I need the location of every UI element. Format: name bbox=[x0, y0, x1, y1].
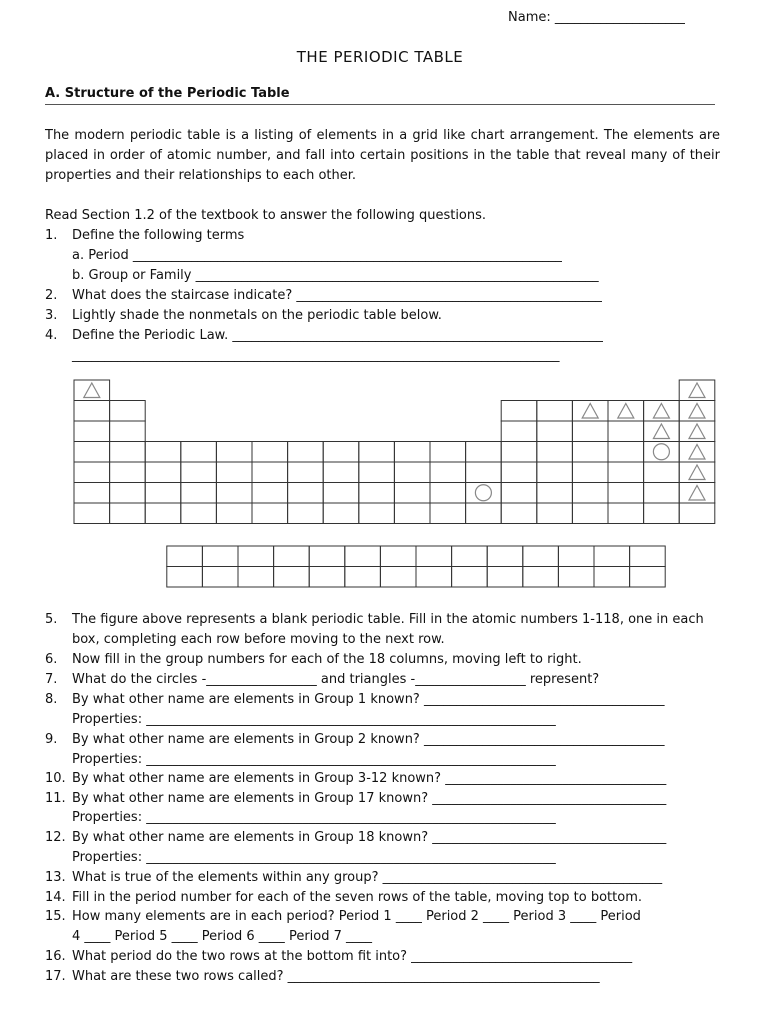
f-block-cell[interactable] bbox=[274, 546, 310, 567]
f-block-cell[interactable] bbox=[594, 567, 630, 588]
question-4-line-2[interactable]: ___________________________________________________________________________ bbox=[72, 348, 560, 363]
table-cell[interactable] bbox=[466, 442, 502, 463]
question-8[interactable]: By what other name are elements in Group 1 known? _____________________________________ bbox=[72, 692, 665, 707]
table-cell[interactable] bbox=[110, 483, 146, 504]
table-cell[interactable] bbox=[537, 401, 573, 422]
table-cell[interactable] bbox=[181, 462, 217, 483]
f-block-cell[interactable] bbox=[380, 567, 416, 588]
table-cell[interactable] bbox=[110, 442, 146, 463]
question-17[interactable]: What are these two rows called? ________________________________________________ bbox=[72, 969, 600, 984]
periodic-table-grid bbox=[74, 380, 715, 587]
table-cell[interactable] bbox=[181, 503, 217, 524]
f-block-cell[interactable] bbox=[380, 546, 416, 567]
question-number: 14. bbox=[45, 890, 66, 905]
section-rule bbox=[45, 104, 715, 105]
table-cell[interactable] bbox=[74, 442, 110, 463]
question-number: 7. bbox=[45, 672, 58, 687]
table-cell[interactable] bbox=[430, 503, 466, 524]
question-9-properties[interactable]: Properties: _______________________________________________________________ bbox=[72, 752, 556, 767]
table-cell[interactable] bbox=[74, 483, 110, 504]
table-cell[interactable] bbox=[323, 462, 359, 483]
f-block-cell[interactable] bbox=[416, 546, 452, 567]
table-cell[interactable] bbox=[252, 483, 288, 504]
table-cell[interactable] bbox=[394, 442, 430, 463]
table-cell[interactable] bbox=[608, 462, 644, 483]
f-block-cell[interactable] bbox=[452, 546, 488, 567]
table-cell[interactable] bbox=[572, 483, 608, 504]
triangle-marker bbox=[689, 486, 705, 501]
table-cell[interactable] bbox=[430, 483, 466, 504]
table-cell[interactable] bbox=[74, 462, 110, 483]
table-cell[interactable] bbox=[359, 483, 395, 504]
table-cell[interactable] bbox=[110, 462, 146, 483]
question-number: 5. bbox=[45, 612, 58, 627]
question-number: 17. bbox=[45, 969, 66, 984]
triangle-marker bbox=[653, 424, 669, 439]
question-1a[interactable]: a. Period __________________________________________________________________ bbox=[72, 248, 562, 263]
f-block-cell[interactable] bbox=[274, 567, 310, 588]
question-15[interactable]: How many elements are in each period? Period 1 ____ Period 2 ____ Period 3 ____ Period bbox=[72, 909, 641, 924]
question-2[interactable]: What does the staircase indicate? _______________________________________________ bbox=[72, 288, 602, 303]
triangle-marker bbox=[689, 445, 705, 460]
table-cell[interactable] bbox=[537, 421, 573, 442]
f-block-cell[interactable] bbox=[238, 567, 274, 588]
f-block-cell[interactable] bbox=[416, 567, 452, 588]
f-block-cell[interactable] bbox=[558, 567, 594, 588]
f-block-cell[interactable] bbox=[238, 546, 274, 567]
question-11-properties[interactable]: Properties: _______________________________________________________________ bbox=[72, 810, 556, 825]
table-cell[interactable] bbox=[110, 401, 146, 422]
name-field[interactable]: Name: ____________________ bbox=[508, 10, 685, 25]
question-14: Fill in the period number for each of the seven rows of the table, moving top to bottom. bbox=[72, 890, 643, 905]
table-cell[interactable] bbox=[323, 503, 359, 524]
table-cell[interactable] bbox=[216, 442, 252, 463]
table-cell[interactable] bbox=[572, 421, 608, 442]
table-cell[interactable] bbox=[216, 503, 252, 524]
table-cell[interactable] bbox=[145, 442, 181, 463]
question-number: 1. bbox=[45, 228, 58, 243]
triangle-marker bbox=[84, 383, 100, 398]
table-cell[interactable] bbox=[181, 442, 217, 463]
f-block-cell[interactable] bbox=[523, 567, 559, 588]
question-5-line-2: box, completing each row before moving to the next row. bbox=[72, 632, 445, 647]
table-cell[interactable] bbox=[466, 483, 502, 504]
section-a-heading: A. Structure of the Periodic Table bbox=[45, 86, 290, 101]
table-cell[interactable] bbox=[572, 462, 608, 483]
f-block-cell[interactable] bbox=[167, 546, 203, 567]
table-cell[interactable] bbox=[572, 442, 608, 463]
table-cell[interactable] bbox=[466, 503, 502, 524]
table-cell[interactable] bbox=[216, 462, 252, 483]
table-cell[interactable] bbox=[145, 462, 181, 483]
table-cell[interactable] bbox=[501, 462, 537, 483]
question-12[interactable]: By what other name are elements in Group 18 known? ____________________________________ bbox=[72, 830, 667, 845]
table-cell[interactable] bbox=[537, 462, 573, 483]
question-13[interactable]: What is true of the elements within any group? ___________________________________________ bbox=[72, 870, 663, 885]
question-4[interactable]: Define the Periodic Law. _________________________________________________________ bbox=[72, 328, 603, 343]
table-cell[interactable] bbox=[359, 442, 395, 463]
question-number: 11. bbox=[45, 791, 66, 806]
table-cell[interactable] bbox=[252, 503, 288, 524]
table-cell[interactable] bbox=[572, 503, 608, 524]
question-10[interactable]: By what other name are elements in Group 3-12 known? __________________________________ bbox=[72, 771, 667, 786]
blank-periodic-table[interactable] bbox=[0, 376, 770, 596]
table-cell[interactable] bbox=[288, 442, 324, 463]
table-cell[interactable] bbox=[608, 421, 644, 442]
question-9[interactable]: By what other name are elements in Group 2 known? _____________________________________ bbox=[72, 732, 665, 747]
table-cell[interactable] bbox=[394, 503, 430, 524]
question-number: 10. bbox=[45, 771, 66, 786]
circle-marker bbox=[653, 444, 669, 460]
table-cell[interactable] bbox=[145, 503, 181, 524]
circle-marker bbox=[475, 485, 491, 501]
triangle-marker bbox=[689, 465, 705, 480]
f-block-cell[interactable] bbox=[558, 546, 594, 567]
f-block-cell[interactable] bbox=[345, 546, 381, 567]
table-cell[interactable] bbox=[608, 442, 644, 463]
question-number: 6. bbox=[45, 652, 58, 667]
table-cell[interactable] bbox=[181, 483, 217, 504]
question-5: The figure above represents a blank periodic table. Fill in the atomic numbers 1-118, one in each bbox=[72, 612, 704, 627]
question-1b[interactable]: b. Group or Family ______________________________________________________________ bbox=[72, 268, 599, 283]
f-block-cell[interactable] bbox=[630, 567, 666, 588]
question-number: 9. bbox=[45, 732, 58, 747]
table-cell[interactable] bbox=[501, 401, 537, 422]
table-cell[interactable] bbox=[74, 401, 110, 422]
question-number: 16. bbox=[45, 949, 66, 964]
table-cell[interactable] bbox=[110, 421, 146, 442]
table-cell[interactable] bbox=[288, 503, 324, 524]
question-number: 13. bbox=[45, 870, 66, 885]
question-number: 12. bbox=[45, 830, 66, 845]
f-block-cell[interactable] bbox=[630, 546, 666, 567]
table-cell[interactable] bbox=[394, 462, 430, 483]
question-number: 4. bbox=[45, 328, 58, 343]
table-cell[interactable] bbox=[323, 442, 359, 463]
triangle-marker bbox=[689, 424, 705, 439]
f-block-cell[interactable] bbox=[594, 546, 630, 567]
table-cell[interactable] bbox=[608, 503, 644, 524]
table-cell[interactable] bbox=[644, 462, 680, 483]
question-15-line-2[interactable]: 4 ____ Period 5 ____ Period 6 ____ Period 7 ____ bbox=[72, 929, 373, 944]
table-cell[interactable] bbox=[252, 442, 288, 463]
f-block-cell[interactable] bbox=[202, 567, 238, 588]
question-3: Lightly shade the nonmetals on the periodic table below. bbox=[72, 308, 442, 323]
table-cell[interactable] bbox=[644, 442, 680, 463]
table-cell[interactable] bbox=[501, 483, 537, 504]
table-cell[interactable] bbox=[644, 483, 680, 504]
table-cell[interactable] bbox=[537, 503, 573, 524]
f-block-cell[interactable] bbox=[167, 567, 203, 588]
question-1: Define the following terms bbox=[72, 228, 245, 243]
table-cell[interactable] bbox=[608, 483, 644, 504]
table-cell[interactable] bbox=[430, 442, 466, 463]
table-cell[interactable] bbox=[466, 462, 502, 483]
table-cell[interactable] bbox=[501, 503, 537, 524]
question-11[interactable]: By what other name are elements in Group 17 known? ____________________________________ bbox=[72, 791, 667, 806]
question-number: 8. bbox=[45, 692, 58, 707]
f-block-cell[interactable] bbox=[202, 546, 238, 567]
question-6: Now fill in the group numbers for each of the 18 columns, moving left to right. bbox=[72, 652, 582, 667]
question-number: 2. bbox=[45, 288, 58, 303]
read-instruction: Read Section 1.2 of the textbook to answer the following questions. bbox=[45, 208, 487, 223]
table-cell[interactable] bbox=[288, 483, 324, 504]
f-block-cell[interactable] bbox=[345, 567, 381, 588]
table-cell[interactable] bbox=[359, 503, 395, 524]
question-7[interactable]: What do the circles -_________________ and triangles -_________________ represent? bbox=[72, 672, 600, 687]
table-cell[interactable] bbox=[74, 421, 110, 442]
triangle-marker bbox=[653, 404, 669, 419]
triangle-marker bbox=[618, 404, 634, 419]
f-block-cell[interactable] bbox=[487, 546, 523, 567]
intro-paragraph: The modern periodic table is a listing of elements in a grid like chart arrangement. The elements are placed in order of atomic number, and fall into certain positions in the table that reveal many of their properties and their relationships to each other. bbox=[45, 128, 720, 183]
f-block-cell[interactable] bbox=[309, 567, 345, 588]
table-cell[interactable] bbox=[145, 483, 181, 504]
table-cell[interactable] bbox=[537, 442, 573, 463]
triangle-marker bbox=[582, 404, 598, 419]
table-cell[interactable] bbox=[323, 483, 359, 504]
question-16[interactable]: What period do the two rows at the bottom fit into? __________________________________ bbox=[72, 949, 633, 964]
table-cell[interactable] bbox=[74, 503, 110, 524]
table-cell[interactable] bbox=[501, 442, 537, 463]
f-block-cell[interactable] bbox=[523, 546, 559, 567]
table-cell[interactable] bbox=[501, 421, 537, 442]
f-block-cell[interactable] bbox=[487, 567, 523, 588]
table-cell[interactable] bbox=[252, 462, 288, 483]
question-8-properties[interactable]: Properties: _______________________________________________________________ bbox=[72, 712, 556, 727]
question-number: 3. bbox=[45, 308, 58, 323]
table-cell[interactable] bbox=[679, 503, 715, 524]
question-12-properties[interactable]: Properties: _______________________________________________________________ bbox=[72, 850, 556, 865]
f-block-cell[interactable] bbox=[452, 567, 488, 588]
f-block-cell[interactable] bbox=[309, 546, 345, 567]
table-cell[interactable] bbox=[537, 483, 573, 504]
triangle-marker bbox=[689, 404, 705, 419]
table-cell[interactable] bbox=[216, 483, 252, 504]
table-cell[interactable] bbox=[110, 503, 146, 524]
table-cell[interactable] bbox=[644, 503, 680, 524]
question-number: 15. bbox=[45, 909, 66, 924]
table-cell[interactable] bbox=[394, 483, 430, 504]
page-title: THE PERIODIC TABLE bbox=[296, 48, 464, 66]
table-cell[interactable] bbox=[430, 462, 466, 483]
triangle-marker bbox=[689, 383, 705, 398]
table-cell[interactable] bbox=[288, 462, 324, 483]
table-cell[interactable] bbox=[359, 462, 395, 483]
